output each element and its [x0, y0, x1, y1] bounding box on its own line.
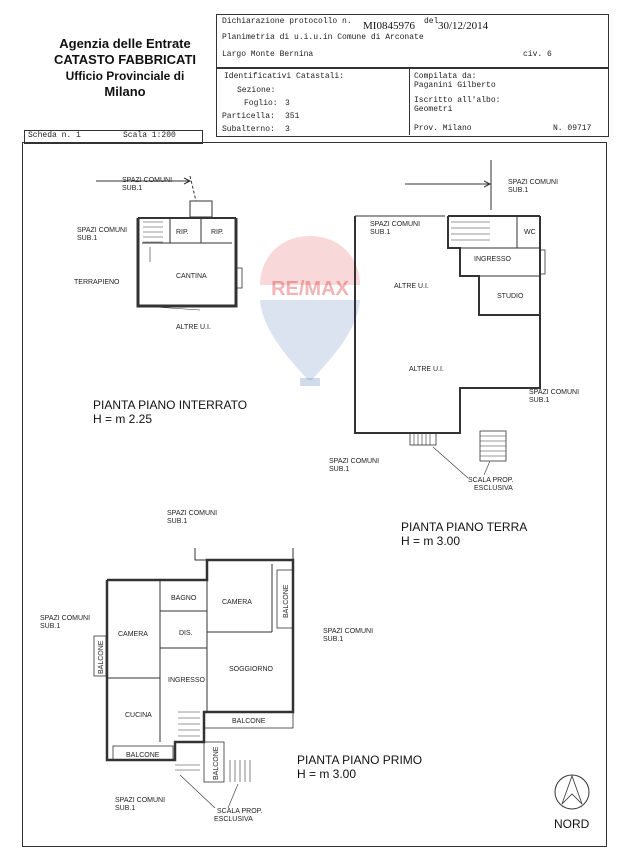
agency-name: Agenzia delle Entrate [59, 36, 191, 51]
sezione-label: Sezione: [237, 86, 276, 95]
compass [555, 775, 589, 809]
ter-studio: STUDIO [497, 293, 524, 300]
pri-cucina: CUCINA [125, 712, 152, 719]
primo-leader-1 [180, 775, 215, 808]
interrato-height: H = m 2.25 [93, 412, 153, 426]
ter-spazi-bottom-sub: SUB.1 [329, 466, 350, 473]
int-cantina: CANTINA [176, 273, 207, 280]
ter-scala-prop: SCALA PROP. [468, 477, 514, 484]
albo-label: Iscritto all'albo: [414, 96, 501, 105]
pri-spazi-top: SPAZI COMUNI [167, 510, 218, 517]
compiled-name: Paganini Gilberto [414, 81, 496, 90]
pri-spazi-top-sub: SUB.1 [167, 518, 188, 525]
date-label: del [424, 17, 439, 26]
pri-scala-prop: SCALA PROP. [217, 808, 263, 815]
protocol-date: 30/12/2014 [438, 20, 489, 32]
ter-wc: WC [524, 229, 536, 236]
subalterno-label: Subalterno: [222, 125, 275, 134]
pri-camera-1: CAMERA [222, 599, 252, 606]
int-spazi-left: SPAZI COMUNI [77, 227, 128, 234]
int-spazi-top: SPAZI COMUNI [122, 177, 173, 184]
int-spazi-left-sub: SUB.1 [77, 235, 98, 242]
pri-balcone-right: BALCONE [283, 584, 290, 618]
int-rip-1: RIP. [176, 229, 189, 236]
stair-top-box [190, 201, 212, 217]
address-text: Largo Monte Bernina [222, 50, 314, 59]
terra-title: PIANTA PIANO TERRA [401, 520, 528, 534]
albo-value: Geometri [414, 105, 453, 114]
pri-spazi-right: SPAZI COMUNI [323, 628, 374, 635]
particella-value: 351 [285, 112, 300, 121]
registry-name: CATASTO FABBRICATI [53, 52, 197, 67]
ter-spazi-top-sub: SUB.1 [508, 187, 529, 194]
pri-dis: DIS. [179, 630, 193, 637]
primo-height: H = m 3.00 [297, 767, 357, 781]
plan-terra [355, 160, 545, 478]
pri-balcone-bottom: BALCONE [126, 752, 160, 759]
terra-height: H = m 3.00 [401, 534, 461, 548]
pri-ingresso: INGRESSO [168, 677, 205, 684]
primo-top-balcony [195, 548, 293, 560]
primo-title: PIANTA PIANO PRIMO [297, 753, 423, 767]
prov-label: Prov. Milano [414, 124, 472, 133]
pri-bagno: BAGNO [171, 595, 197, 602]
pri-camera-2: CAMERA [118, 631, 148, 638]
pri-balcone-left: BALCONE [98, 640, 105, 674]
ter-spazi-right-sub: SUB.1 [529, 397, 550, 404]
compiled-label: Compilata da: [414, 72, 477, 81]
foglio-label: Foglio: [244, 99, 278, 108]
pri-spazi-right-sub: SUB.1 [323, 636, 344, 643]
ids-title: Identificativi Catastali: [224, 72, 345, 81]
ter-spazi-bottom: SPAZI COMUNI [329, 458, 380, 465]
primo-leader-2 [228, 784, 238, 808]
pri-spazi-left: SPAZI COMUNI [40, 615, 91, 622]
compass-arrow [562, 776, 582, 804]
interrato-title: PIANTA PIANO INTERRATO [93, 398, 248, 412]
int-terrapieno: TERRAPIENO [74, 279, 120, 286]
scala-text: Scala 1:200 [123, 131, 176, 140]
prov-number: N. 09717 [553, 124, 592, 133]
terra-leader-2 [484, 461, 490, 475]
ter-spazi-left-sub: SUB.1 [370, 229, 391, 236]
scheda-text: Scheda n. 1 [28, 131, 81, 140]
int-rip-2: RIP. [211, 229, 224, 236]
ter-esclusiva: ESCLUSIVA [474, 485, 513, 492]
int-spazi-top-sub: SUB.1 [122, 185, 143, 192]
particella-label: Particella: [222, 112, 275, 121]
ter-spazi-left: SPAZI COMUNI [370, 221, 421, 228]
civ-text: civ. 6 [523, 50, 552, 59]
pri-soggiorno: SOGGIORNO [229, 666, 273, 673]
pri-spazi-bottom-sub: SUB.1 [115, 805, 136, 812]
terra-leader-1 [433, 447, 468, 478]
pri-esclusiva: ESCLUSIVA [214, 816, 253, 823]
remax-text: RE/MAX [271, 278, 349, 300]
protocol-number: MI0845976 [363, 20, 415, 32]
pri-spazi-bottom: SPAZI COMUNI [115, 797, 166, 804]
protocol-label: Dichiarazione protocollo n. [222, 17, 352, 26]
subalterno-value: 3 [285, 125, 290, 134]
pri-balcone-stair: BALCONE [213, 746, 220, 780]
plan-interrato [96, 176, 242, 310]
pri-spazi-left-sub: SUB.1 [40, 623, 61, 630]
foglio-value: 3 [285, 99, 290, 108]
ter-spazi-right: SPAZI COMUNI [529, 389, 580, 396]
ter-ingresso: INGRESSO [474, 256, 511, 263]
ter-spazi-top: SPAZI COMUNI [508, 179, 559, 186]
compass-label: NORD [554, 817, 590, 831]
ter-altre-2: ALTRE U.I. [409, 366, 444, 373]
compass-circle [555, 775, 589, 809]
planimetry-text: Planimetria di u.i.u.in Comune di Arconate [222, 33, 424, 42]
dashed-line [190, 176, 196, 201]
office-city: Milano [104, 84, 146, 99]
pri-balcone-mid: BALCONE [232, 718, 266, 725]
int-altre: ALTRE U.I. [176, 324, 211, 331]
ter-altre-1: ALTRE U.I. [394, 283, 429, 290]
office-name: Ufficio Provinciale di [65, 69, 185, 83]
